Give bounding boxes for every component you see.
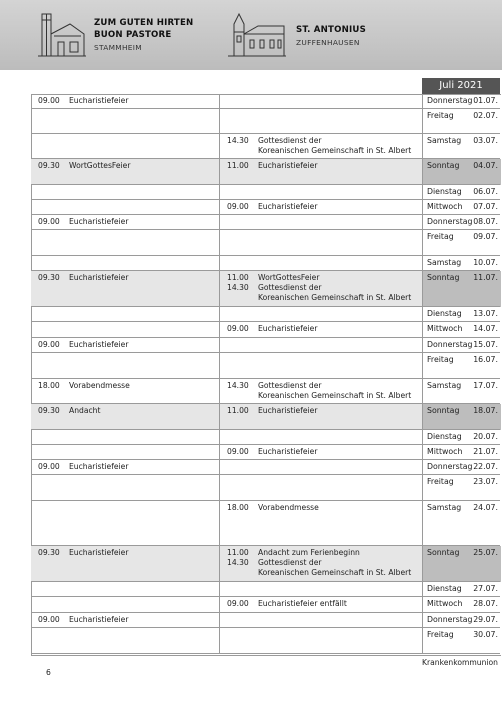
weekday: Freitag xyxy=(427,355,454,364)
weekday: Freitag xyxy=(427,630,454,639)
zuffenhausen-cell xyxy=(220,353,452,379)
date-cell xyxy=(422,185,501,200)
schedule-row xyxy=(31,159,500,185)
weekday: Donnerstag xyxy=(427,615,473,624)
date-cell xyxy=(422,546,501,582)
date-cell xyxy=(422,379,501,404)
zuffenhausen-cell xyxy=(220,94,452,109)
weekday: Sonntag xyxy=(427,273,460,282)
event-title: Eucharistiefeier xyxy=(258,324,318,333)
weekday: Dienstag xyxy=(427,309,462,318)
event-time: 14.30 xyxy=(227,381,249,390)
weekday: Mittwoch xyxy=(427,202,463,211)
date-cell xyxy=(422,445,501,460)
weekday: Donnerstag xyxy=(427,462,473,471)
event-time: 09.00 xyxy=(227,324,249,333)
date: 14.07. xyxy=(473,324,498,333)
date-cell xyxy=(422,200,501,215)
weekday: Donnerstag xyxy=(427,217,473,226)
stammheim-cell xyxy=(31,597,219,613)
page-number: 6 xyxy=(46,668,51,677)
zuffenhausen-cell xyxy=(220,501,452,546)
schedule-row xyxy=(31,307,500,322)
zuffenhausen-cell xyxy=(220,338,452,353)
date-cell xyxy=(422,404,501,430)
date-cell xyxy=(422,134,501,159)
date: 25.07. xyxy=(473,548,498,557)
weekday: Dienstag xyxy=(427,432,462,441)
date-cell xyxy=(422,613,501,628)
parish-name-3: ST. ANTONIUS xyxy=(296,25,366,35)
event-time: 11.00 xyxy=(227,161,249,170)
date: 15.07. xyxy=(473,340,498,349)
date: 07.07. xyxy=(473,202,498,211)
date: 24.07. xyxy=(473,503,498,512)
stammheim-cell xyxy=(31,271,219,307)
event-title: Gottesdienst der xyxy=(258,283,322,292)
event-title: Eucharistiefeier xyxy=(258,161,318,170)
date: 21.07. xyxy=(473,447,498,456)
event-title: Koreanischen Gemeinschaft in St. Albert xyxy=(258,391,412,400)
zuffenhausen-cell xyxy=(220,185,452,200)
schedule-row xyxy=(31,271,500,307)
stammheim-cell xyxy=(31,200,219,215)
date: 27.07. xyxy=(473,584,498,593)
event-time: 18.00 xyxy=(227,503,249,512)
date-cell xyxy=(422,460,501,475)
event-title: Koreanischen Gemeinschaft in St. Albert xyxy=(258,293,412,302)
event-title: Eucharistiefeier xyxy=(69,217,129,226)
event-title: Eucharistiefeier xyxy=(69,548,129,557)
date-cell xyxy=(422,501,501,546)
weekday: Sonntag xyxy=(427,161,460,170)
weekday: Samstag xyxy=(427,258,462,267)
event-time: 14.30 xyxy=(227,558,249,567)
stammheim-cell xyxy=(31,404,219,430)
zuffenhausen-cell xyxy=(220,322,452,338)
event-time: 09.00 xyxy=(38,217,60,226)
event-title: Eucharistiefeier xyxy=(69,615,129,624)
event-title: Gottesdienst der xyxy=(258,558,322,567)
parish-location-2: ZUFFENHAUSEN xyxy=(296,38,360,47)
date-cell xyxy=(422,582,501,597)
date: 13.07. xyxy=(473,309,498,318)
stammheim-cell xyxy=(31,230,219,256)
weekday: Freitag xyxy=(427,111,454,120)
stammheim-cell xyxy=(31,134,219,159)
zuffenhausen-cell xyxy=(220,582,452,597)
stammheim-cell xyxy=(31,94,219,109)
zuffenhausen-cell xyxy=(220,430,452,445)
zuffenhausen-cell xyxy=(220,230,452,256)
weekday: Freitag xyxy=(427,232,454,241)
stammheim-cell xyxy=(31,501,219,546)
stammheim-cell xyxy=(31,215,219,230)
date: 17.07. xyxy=(473,381,498,390)
weekday: Dienstag xyxy=(427,187,462,196)
weekday: Samstag xyxy=(427,381,462,390)
schedule-row xyxy=(31,256,500,271)
page-header xyxy=(0,0,502,70)
date: 16.07. xyxy=(473,355,498,364)
date: 10.07. xyxy=(473,258,498,267)
weekday: Sonntag xyxy=(427,406,460,415)
date: 02.07. xyxy=(473,111,498,120)
schedule-row xyxy=(31,134,500,159)
zuffenhausen-cell xyxy=(220,379,452,404)
event-time: 18.00 xyxy=(38,381,60,390)
row-divider xyxy=(31,653,500,654)
footer-note: Krankenkommunion xyxy=(422,658,498,667)
date-cell xyxy=(422,597,501,613)
schedule-row xyxy=(31,200,500,215)
date: 11.07. xyxy=(473,273,498,282)
weekday: Donnerstag xyxy=(427,340,473,349)
date-cell xyxy=(422,215,501,230)
date: 04.07. xyxy=(473,161,498,170)
date: 28.07. xyxy=(473,599,498,608)
event-time: 09.30 xyxy=(38,406,60,415)
event-title: Eucharistiefeier xyxy=(69,273,129,282)
date-cell xyxy=(422,94,501,109)
stammheim-cell xyxy=(31,185,219,200)
schedule-row xyxy=(31,546,500,582)
event-title: Eucharistiefeier xyxy=(69,96,129,105)
event-title: Eucharistiefeier xyxy=(69,462,129,471)
stammheim-cell xyxy=(31,109,219,134)
parish-name-1: ZUM GUTEN HIRTEN xyxy=(94,18,194,28)
zuffenhausen-cell xyxy=(220,404,452,430)
schedule-row xyxy=(31,628,500,654)
date: 18.07. xyxy=(473,406,498,415)
stammheim-cell xyxy=(31,430,219,445)
date-cell xyxy=(422,256,501,271)
schedule-row xyxy=(31,215,500,230)
stammheim-cell xyxy=(31,307,219,322)
schedule-row xyxy=(31,94,500,109)
date: 08.07. xyxy=(473,217,498,226)
schedule-row xyxy=(31,185,500,200)
column-divider xyxy=(219,94,220,654)
zuffenhausen-cell xyxy=(220,256,452,271)
stammheim-cell xyxy=(31,582,219,597)
event-time: 09.00 xyxy=(227,202,249,211)
date: 06.07. xyxy=(473,187,498,196)
stammheim-cell xyxy=(31,338,219,353)
date: 22.07. xyxy=(473,462,498,471)
month-label: Juli 2021 xyxy=(422,78,500,94)
event-title: Koreanischen Gemeinschaft in St. Albert xyxy=(258,568,412,577)
zuffenhausen-cell xyxy=(220,215,452,230)
date-cell xyxy=(422,353,501,379)
zuffenhausen-cell xyxy=(220,546,452,582)
zuffenhausen-cell xyxy=(220,159,452,185)
event-title: Gottesdienst der xyxy=(258,136,322,145)
event-time: 09.00 xyxy=(38,96,60,105)
event-time: 09.30 xyxy=(38,161,60,170)
stammheim-cell xyxy=(31,322,219,338)
schedule-row xyxy=(31,230,500,256)
parish-location-1: STAMMHEIM xyxy=(94,43,142,52)
zuffenhausen-cell xyxy=(220,445,452,460)
event-time: 09.30 xyxy=(38,273,60,282)
date-cell xyxy=(422,475,501,501)
event-title: WortGottesFeier xyxy=(258,273,320,282)
schedule-row xyxy=(31,613,500,628)
event-title: Gottesdienst der xyxy=(258,381,322,390)
event-time: 09.00 xyxy=(227,599,249,608)
event-time: 14.30 xyxy=(227,136,249,145)
event-time: 09.00 xyxy=(38,462,60,471)
schedule-row xyxy=(31,338,500,353)
event-title: Eucharistiefeier xyxy=(258,447,318,456)
zuffenhausen-cell xyxy=(220,628,452,654)
event-time: 11.00 xyxy=(227,548,249,557)
zuffenhausen-cell xyxy=(220,134,452,159)
parish-name-2: BUON PASTORE xyxy=(94,30,172,40)
event-title: Andacht xyxy=(69,406,101,415)
schedule-row xyxy=(31,445,500,460)
zuffenhausen-cell xyxy=(220,597,452,613)
weekday: Freitag xyxy=(427,477,454,486)
event-time: 11.00 xyxy=(227,406,249,415)
weekday: Samstag xyxy=(427,503,462,512)
church-right-icon xyxy=(228,12,286,58)
date-cell xyxy=(422,430,501,445)
date: 03.07. xyxy=(473,136,498,145)
stammheim-cell xyxy=(31,475,219,501)
date-cell xyxy=(422,322,501,338)
stammheim-cell xyxy=(31,256,219,271)
schedule-row xyxy=(31,353,500,379)
zuffenhausen-cell xyxy=(220,460,452,475)
schedule-row xyxy=(31,379,500,404)
event-time: 09.00 xyxy=(38,615,60,624)
date-cell xyxy=(422,159,501,185)
event-title: WortGottesFeier xyxy=(69,161,131,170)
zuffenhausen-cell xyxy=(220,475,452,501)
event-time: 09.00 xyxy=(227,447,249,456)
event-title: Vorabendmesse xyxy=(69,381,130,390)
date: 01.07. xyxy=(473,96,498,105)
schedule-row xyxy=(31,109,500,134)
date-cell xyxy=(422,271,501,307)
stammheim-cell xyxy=(31,445,219,460)
date: 09.07. xyxy=(473,232,498,241)
stammheim-cell xyxy=(31,628,219,654)
date: 23.07. xyxy=(473,477,498,486)
weekday: Mittwoch xyxy=(427,324,463,333)
weekday: Sonntag xyxy=(427,548,460,557)
event-time: 11.00 xyxy=(227,273,249,282)
schedule-row xyxy=(31,475,500,501)
zuffenhausen-cell xyxy=(220,109,452,134)
stammheim-cell xyxy=(31,379,219,404)
event-time: 09.30 xyxy=(38,548,60,557)
schedule-row xyxy=(31,460,500,475)
schedule-row xyxy=(31,322,500,338)
zuffenhausen-cell xyxy=(220,613,452,628)
stammheim-cell xyxy=(31,613,219,628)
schedule-row xyxy=(31,582,500,597)
date: 20.07. xyxy=(473,432,498,441)
event-title: Eucharistiefeier xyxy=(258,202,318,211)
event-title: Eucharistiefeier xyxy=(69,340,129,349)
weekday: Samstag xyxy=(427,136,462,145)
schedule-row xyxy=(31,597,500,613)
event-title: Eucharistiefeier xyxy=(258,406,318,415)
church-left-icon xyxy=(36,12,86,58)
stammheim-cell xyxy=(31,460,219,475)
weekday: Mittwoch xyxy=(427,599,463,608)
zuffenhausen-cell xyxy=(220,307,452,322)
event-title: Eucharistiefeier entfällt xyxy=(258,599,347,608)
date: 30.07. xyxy=(473,630,498,639)
event-time: 14.30 xyxy=(227,283,249,292)
stammheim-cell xyxy=(31,159,219,185)
event-title: Vorabendmesse xyxy=(258,503,319,512)
schedule-row xyxy=(31,404,500,430)
stammheim-cell xyxy=(31,353,219,379)
schedule-row xyxy=(31,430,500,445)
weekday: Dienstag xyxy=(427,584,462,593)
weekday: Mittwoch xyxy=(427,447,463,456)
date-cell xyxy=(422,307,501,322)
schedule-row xyxy=(31,501,500,546)
date: 29.07. xyxy=(473,615,498,624)
zuffenhausen-cell xyxy=(220,271,452,307)
stammheim-cell xyxy=(31,546,219,582)
event-title: Koreanischen Gemeinschaft in St. Albert xyxy=(258,146,412,155)
event-title: Andacht zum Ferienbeginn xyxy=(258,548,360,557)
weekday: Donnerstag xyxy=(427,96,473,105)
event-time: 09.00 xyxy=(38,340,60,349)
date-cell xyxy=(422,338,501,353)
date-cell xyxy=(422,230,501,256)
date-cell xyxy=(422,628,501,654)
zuffenhausen-cell xyxy=(220,200,452,215)
date-cell xyxy=(422,109,501,134)
